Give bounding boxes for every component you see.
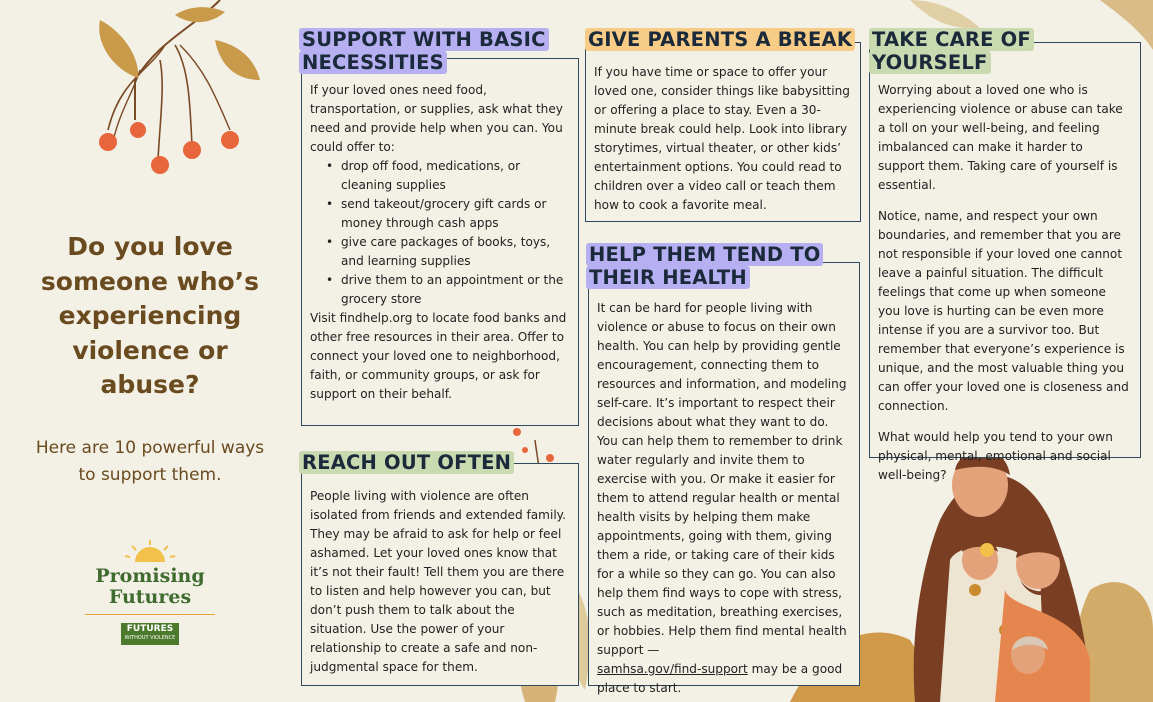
- list-item: • give care packages of books, toys, and learning supplies: [324, 233, 570, 271]
- break-text: If you have time or space to offer your loved one, consider things like babysitting or offering a place to stay. Even a 30-minute break could help. Look into library storytimes, virtual theater, or other kids’ entertainment options. You could read to children over a video call or teach them how to cook a favorite meal.: [594, 65, 850, 212]
- list-item: • drop off food, medications, or cleaning supplies: [324, 157, 570, 195]
- self-care-heading: TAKE CARE OF YOURSELF: [865, 28, 1045, 75]
- reach-out-box: [301, 463, 579, 686]
- list-item: • send takeout/grocery gift cards or money through cash apps: [324, 195, 570, 233]
- self-p3: What would help you tend to your own physical, mental, emotional and social well-being?: [878, 430, 1113, 482]
- list-item: • drive them to an appointment or the grocery store: [324, 271, 570, 309]
- self-care-box: [869, 42, 1141, 482]
- reach-out-heading: REACH OUT OFTEN: [295, 451, 518, 476]
- page-subtitle: Here are 10 powerful ways to support them.: [35, 438, 265, 485]
- self-p1: Worrying about a loved one who is experiencing violence or abuse can take a toll on your well-being, and feeling imbalanced can make it harder to support them. Taking care of yourself is essential.: [878, 83, 1123, 192]
- badge-sub: WITHOUT VIOLENCE: [124, 635, 176, 641]
- health-heading: HELP THEM TEND TO THEIR HEALTH: [582, 243, 827, 290]
- logo-line-2: Futures: [108, 586, 192, 608]
- basic-necessities-heading: SUPPORT WITH BASIC NECESSITIES: [295, 28, 560, 75]
- logo-line-1: Promising: [95, 565, 205, 587]
- basic-bullet-list: [324, 157, 570, 309]
- badge-main: FUTURES: [126, 624, 174, 634]
- reach-text: People living with violence are often isolated from friends and extended family. They may be afraid to ask for help or feel ashamed. Let your loved ones know that it’s not their fault! Tell them you are there to listen and help however you can, but don’t push them to talk about the situation. Use the power of your relationship to create a safe and non-judgmental space for them.: [310, 489, 566, 674]
- basic-intro: If your loved ones need food, transportation, or supplies, ask what they need and provide help when you can. You could offer to:: [310, 83, 563, 154]
- basic-necessities-box: [301, 58, 579, 426]
- samhsa-link[interactable]: samhsa.gov/find-support: [597, 662, 748, 676]
- basic-outro: Visit findhelp.org to locate food banks and other free resources in their area. Offer to connect your loved one to neighborhood, faith, or community groups, or ask for support on their behalf.: [310, 311, 567, 401]
- logo-divider: [85, 614, 215, 615]
- self-p2: Notice, name, and respect your own boundaries, and remember that you are not responsible if your loved one cannot leave a painful situation. The difficult feelings that come up when someone you love is hurting can be even more intense if you are a survivor too. But remember that everyone’s experience is unique, and the most valuable thing you can offer your loved one is closeness and connection.: [878, 209, 1129, 413]
- parents-break-heading: GIVE PARENTS A BREAK: [581, 28, 859, 53]
- health-text: It can be hard for people living with violence or abuse to focus on their own health. You can help by providing gentle encouragement, connecting them to resources and information, and modeling self-care. It’s important to respect their decisions about what they want to do. You can help them to remember to drink water regularly and invite them to exercise with you. Or make it easier for them to attend regular health or mental health visits by helping them make appointments, going with them, giving them a ride, or taking care of their kids for a while so they can go. You can also help them find ways to cope with stress, such as meditation, breathing exercises, or hobbies. Help them find mental health support — samhsa.gov/find-support may be a good place to start.: [597, 301, 847, 695]
- futures-without-violence-badge: [121, 623, 180, 645]
- berry-branch-illustration: [40, 0, 270, 185]
- health-box: [588, 262, 860, 695]
- promising-futures-logo: [80, 540, 220, 645]
- sun-icon: [120, 540, 180, 562]
- page-title: Do you love someone who’s experiencing violence or abuse?: [40, 232, 260, 399]
- parents-break-box: [585, 42, 861, 222]
